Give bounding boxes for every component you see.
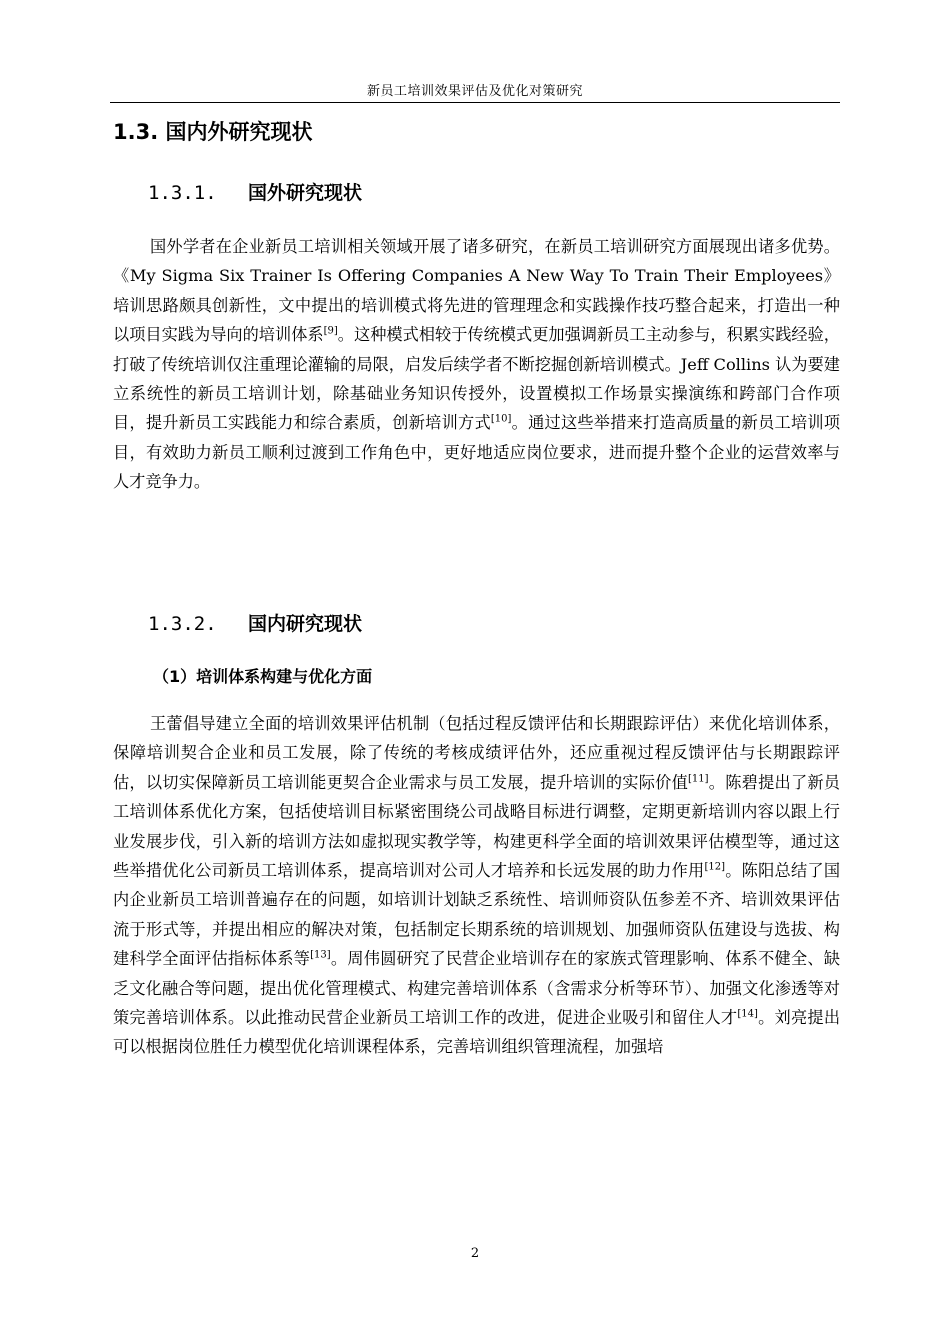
citation: [12]: [704, 861, 725, 873]
paragraph-foreign-research: [113, 232, 840, 497]
running-header: 新员工培训效果评估及优化对策研究: [366, 84, 583, 99]
text-run: 王蕾倡导建立全面的培训效果评估机制（包括过程反馈评估和长期跟踪评估）来优化培训体系，保障培训契合企业和员工发展，除了传统的考核成绩评估外，还应重视过程反馈评估与长期跟踪评估，以切实保障新员工培训能更契合企业需求与员工发展，提升培训的实际价值: [113, 714, 840, 792]
citation: [13]: [310, 949, 331, 961]
citation: [10]: [490, 414, 512, 426]
sub-subheading: （1）培训体系构建与优化方面: [153, 667, 373, 686]
page-number: 2: [470, 1246, 480, 1261]
subsection-number: 1.3.1.: [148, 182, 217, 204]
citation: [11]: [688, 773, 709, 785]
paragraph-domestic-research: [113, 709, 840, 1062]
subsection-heading-foreign: [148, 178, 362, 205]
section-heading: 1.3. 国内外研究现状: [113, 120, 313, 144]
citation: [9]: [323, 325, 338, 337]
text-run: 。周伟圆研究了民营企业培训存在的家族式管理影响、体系不健全、缺乏文化融合等问题，提出优化管理模式、构建完善培训体系（含需求分析等环节）、加强文化渗透等对策完善培训体系。以此推动民营企业新员工培训工作的改进，促进企业吸引和留住人才: [113, 949, 840, 1028]
text-run: 国外学者在企业新员工培训相关领域开展了诸多研究，在新员工培训研究方面展现出诸多优势。《My Sigma Six Trainer Is Offering Companies A New Way To Train Their Employees》培训思路颇具创新性，文中提出的培训模式将先进的管理理念和实践操作技巧整合起来，打造出一种以项目实践为导向的培训体系: [113, 237, 840, 345]
text-run: 。这种模式相较于传统模式更加强调新员工主动参与，积累实践经验，打破了传统培训仅注重理论灌输的局限，启发后续学者不断挖掘创新培训模式。Jeff Collins 认为要建立系统性的新员工培训计划，除基础业务知识传授外，设置模拟工作场景实操演练和跨部门合作项目，提升新员工实践能力和综合素质，创新培训方式: [113, 325, 840, 433]
text-run: 。陈碧提出了新员工培训体系优化方案，包括使培训目标紧密围绕公司战略目标进行调整，定期更新培训内容以跟上行业发展步伐，引入新的培训方法如虚拟现实教学等，构建更科学全面的培训效果评估模型等，通过这些举措优化公司新员工培训体系，提高培训对公司人才培养和长远发展的助力作用: [113, 772, 840, 881]
subsection-title: 国内研究现状: [248, 613, 363, 635]
subsection-number: 1.3.2.: [148, 613, 217, 635]
subsection-title: 国外研究现状: [248, 182, 363, 204]
text-run: 。刘亮提出可以根据岗位胜任力模型优化培训课程体系，完善培训组织管理流程，加强培: [113, 1008, 841, 1057]
citation: [14]: [737, 1008, 758, 1020]
text-run: 。通过这些举措来打造高质量的新员工培训项目，有效助力新员工顺利过渡到工作角色中，更好地适应岗位要求，进而提升整个企业的运营效率与人才竞争力。: [113, 413, 841, 492]
subsection-heading-domestic: [148, 609, 362, 636]
header-rule: [110, 102, 840, 103]
text-run: 。陈阳总结了国内企业新员工培训普遍存在的问题，如培训计划缺乏系统性、培训师资队伍参差不齐、培训效果评估流于形式等，并提出相应的解决对策，包括制定长期系统的培训规划、加强师资队伍建设与选拔、构建科学全面评估指标体系等: [113, 861, 841, 969]
